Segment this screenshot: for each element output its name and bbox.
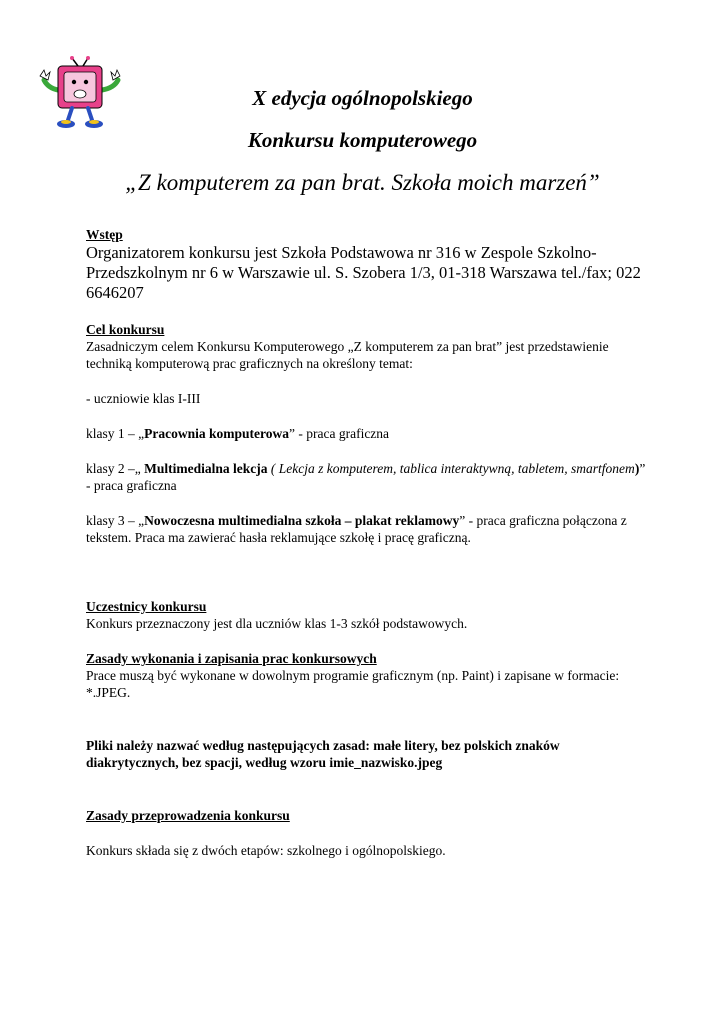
conduct-text: Konkurs składa się z dwóch etapów: szkolnego i ogólnopolskiego. bbox=[86, 843, 446, 858]
class-3-line: klasy 3 – „Nowoczesna multimedialna szkoła – plakat reklamowy” - praca graficzna połączona z tekstem. Praca ma zawierać hasła reklamujące szkołę i pracę graficzną. bbox=[86, 513, 627, 545]
document-body bbox=[86, 226, 646, 859]
goal-group: - uczniowie klas I-III bbox=[86, 391, 201, 406]
goal-heading: Cel konkursu bbox=[86, 322, 165, 337]
title-line-2: Konkursu komputerowego bbox=[247, 128, 478, 152]
intro-heading: Wstęp bbox=[86, 227, 123, 242]
class-2-line: klasy 2 –„ Multimedialna lekcja ( Lekcja z komputerem, tablica interaktywną, tabletem, smartfonem)” - praca graficzna bbox=[86, 461, 646, 493]
participants-heading: Uczestnicy konkursu bbox=[86, 599, 207, 614]
participants-text: Konkurs przeznaczony jest dla uczniów klas 1-3 szkół podstawowych. bbox=[86, 616, 468, 631]
intro-text: Organizatorem konkursu jest Szkoła Podstawowa nr 316 w Zespole Szkolno-Przedszkolnym nr 6 w Warszawie ul. S. Szobera 1/3, 01-318 Warszawa tel./fax; 022 6646207 bbox=[86, 243, 641, 302]
goal-text: Zasadniczym celem Konkursu Komputerowego „Z komputerem za pan brat” jest przedstawienie techniką komputerową prac graficznych na określony temat: bbox=[86, 339, 609, 371]
title-line-3: „Z komputerem za pan brat. Szkoła moich marzeń” bbox=[125, 170, 600, 195]
rules-heading: Zasady wykonania i zapisania prac konkursowych bbox=[86, 651, 377, 666]
naming-rules: Pliki należy nazwać według następujących zasad: małe litery, bez polskich znaków diakrytycznych, bez spacji, według wzoru imie_nazwisko.jpeg bbox=[86, 738, 560, 770]
title-line-1: X edycja ogólnopolskiego bbox=[252, 86, 473, 110]
class-1-line: klasy 1 – „Pracownia komputerowa” - praca graficzna bbox=[86, 426, 390, 441]
conduct-heading: Zasady przeprowadzenia konkursu bbox=[86, 808, 290, 823]
rules-text: Prace muszą być wykonane w dowolnym programie graficznym (np. Paint) i zapisane w formacie: *.JPEG. bbox=[86, 668, 620, 700]
